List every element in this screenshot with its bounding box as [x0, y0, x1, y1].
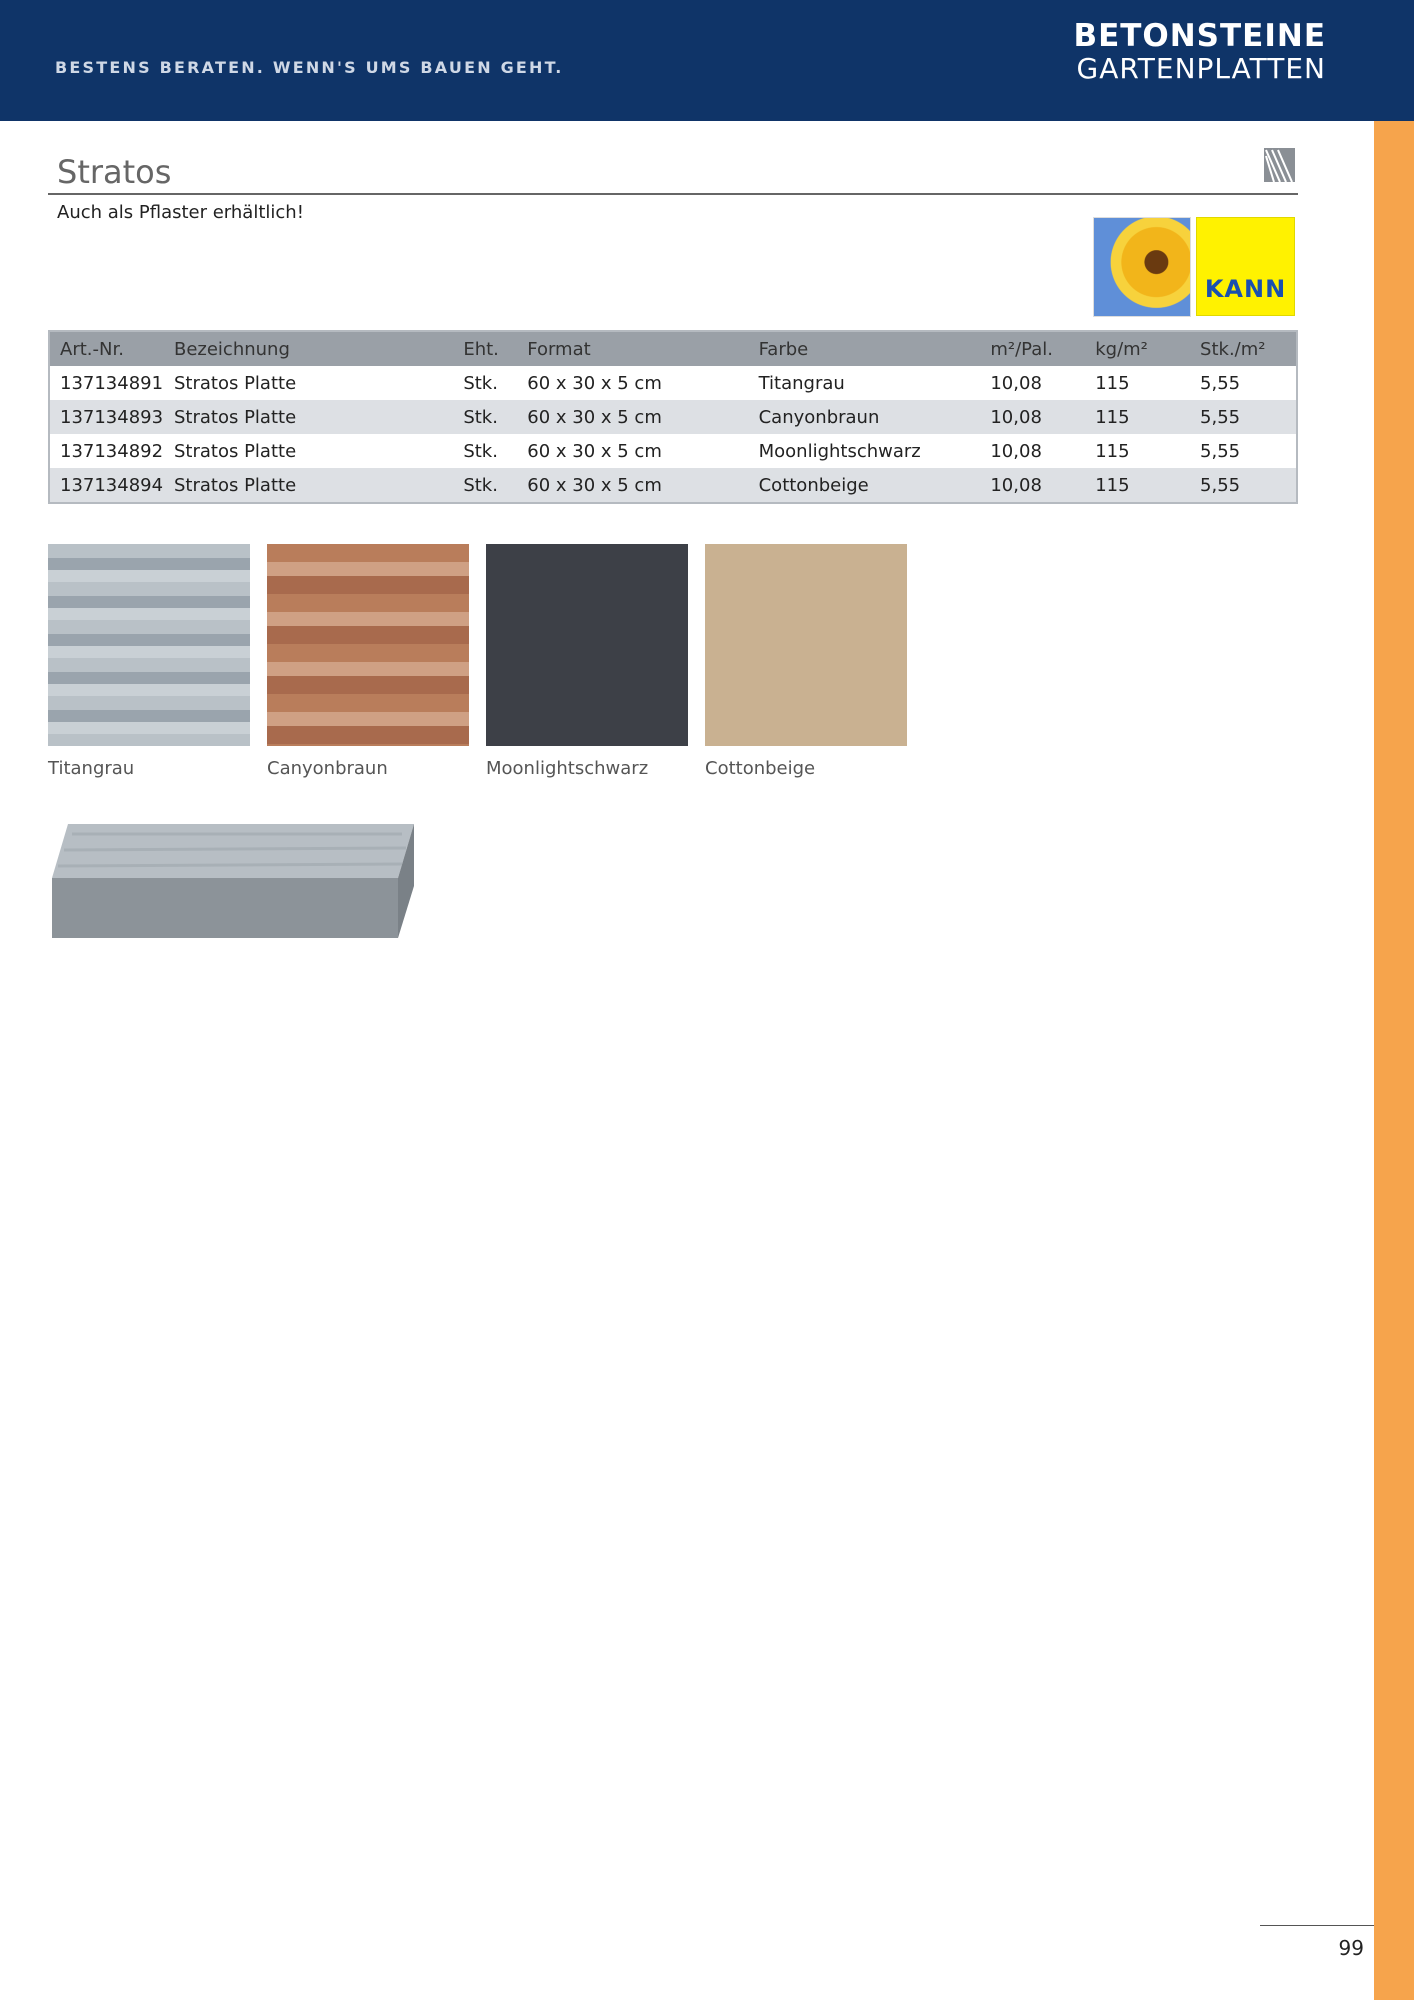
table-cell: Stratos Platte [164, 400, 453, 434]
table-cell: Stratos Platte [173, 372, 297, 394]
page-header [0, 0, 1414, 121]
table-cell: 137134894 [49, 468, 164, 503]
paving-pattern-icon [1264, 148, 1295, 182]
table-cell: 137134891 [60, 372, 164, 394]
column-header: Farbe [749, 331, 981, 366]
table-cell: 5,55 [1190, 400, 1297, 434]
column-header: Stk./m² [1190, 331, 1297, 366]
column-header: Bezeichnung [164, 331, 453, 366]
page-number: 99 [1338, 1936, 1364, 1960]
table-cell: 5,55 [1200, 372, 1241, 394]
table-cell: 10,08 [980, 468, 1085, 503]
table-cell: 115 [1085, 468, 1190, 503]
column-header: Format [517, 331, 748, 366]
column-header: Art.-Nr. [49, 331, 164, 366]
table-cell: 60 x 30 x 5 cm [527, 372, 662, 394]
table-cell: Titangrau [758, 372, 845, 394]
sunflower-logo [1093, 217, 1191, 317]
table-cell: Stratos Platte [164, 468, 453, 503]
swatch-cottonbeige [705, 544, 907, 746]
table-cell: Stk. [453, 468, 517, 503]
swatch-canyonbraun [267, 544, 469, 746]
swatch-label: Moonlightschwarz [486, 758, 649, 779]
swatch-titangrau [48, 544, 250, 746]
title-divider [48, 193, 1298, 195]
table-cell: 60 x 30 x 5 cm [527, 440, 662, 462]
paving-slab-image [52, 820, 416, 940]
table-row [49, 366, 1297, 400]
header-subcategory: GARTENPLATTEN [1076, 52, 1326, 85]
swatch-label: Titangrau [48, 758, 135, 779]
product-subtitle: Auch als Pflaster erhältlich! [57, 202, 304, 223]
table-cell: Stratos Platte [173, 440, 297, 462]
table-cell: Stk. [463, 372, 498, 394]
table-cell: 5,55 [1190, 468, 1297, 503]
column-header: kg/m² [1085, 331, 1190, 366]
table-cell: 5,55 [1200, 440, 1241, 462]
column-header: Eht. [453, 331, 517, 366]
table-cell: Cottonbeige [749, 468, 981, 503]
table-cell: 10,08 [990, 372, 1042, 394]
table-cell: 115 [1095, 372, 1130, 394]
product-table [48, 330, 1298, 504]
table-cell: 60 x 30 x 5 cm [517, 400, 748, 434]
table-row [49, 434, 1297, 468]
table-row [49, 468, 1297, 503]
table-cell: 10,08 [980, 400, 1085, 434]
table-cell: 60 x 30 x 5 cm [517, 468, 748, 503]
kann-logo [1196, 217, 1295, 316]
page-number-rule [1260, 1925, 1374, 1926]
table-cell: Moonlightschwarz [758, 440, 921, 462]
table-header-row [49, 331, 1297, 366]
table-cell: 115 [1085, 400, 1190, 434]
swatch-label: Cottonbeige [705, 758, 816, 779]
table-cell: 10,08 [990, 440, 1042, 462]
header-tagline: BESTENS BERATEN. WENN'S UMS BAUEN GEHT. [55, 58, 564, 77]
kann-logo-text: KANN [1204, 275, 1287, 303]
swatch-label: Canyonbraun [267, 758, 388, 779]
column-header: m²/Pal. [980, 331, 1085, 366]
table-cell: 115 [1095, 440, 1130, 462]
product-title: Stratos [57, 153, 172, 191]
table-cell: Stk. [463, 440, 498, 462]
table-cell: 137134892 [60, 440, 164, 462]
orange-side-bar [1374, 121, 1414, 2000]
swatch-moonlightschwarz [486, 544, 688, 746]
table-cell: Canyonbraun [749, 400, 981, 434]
table-cell: 137134893 [49, 400, 164, 434]
table-cell: Stk. [453, 400, 517, 434]
table-row [49, 400, 1297, 434]
header-category: BETONSTEINE [1073, 18, 1326, 54]
